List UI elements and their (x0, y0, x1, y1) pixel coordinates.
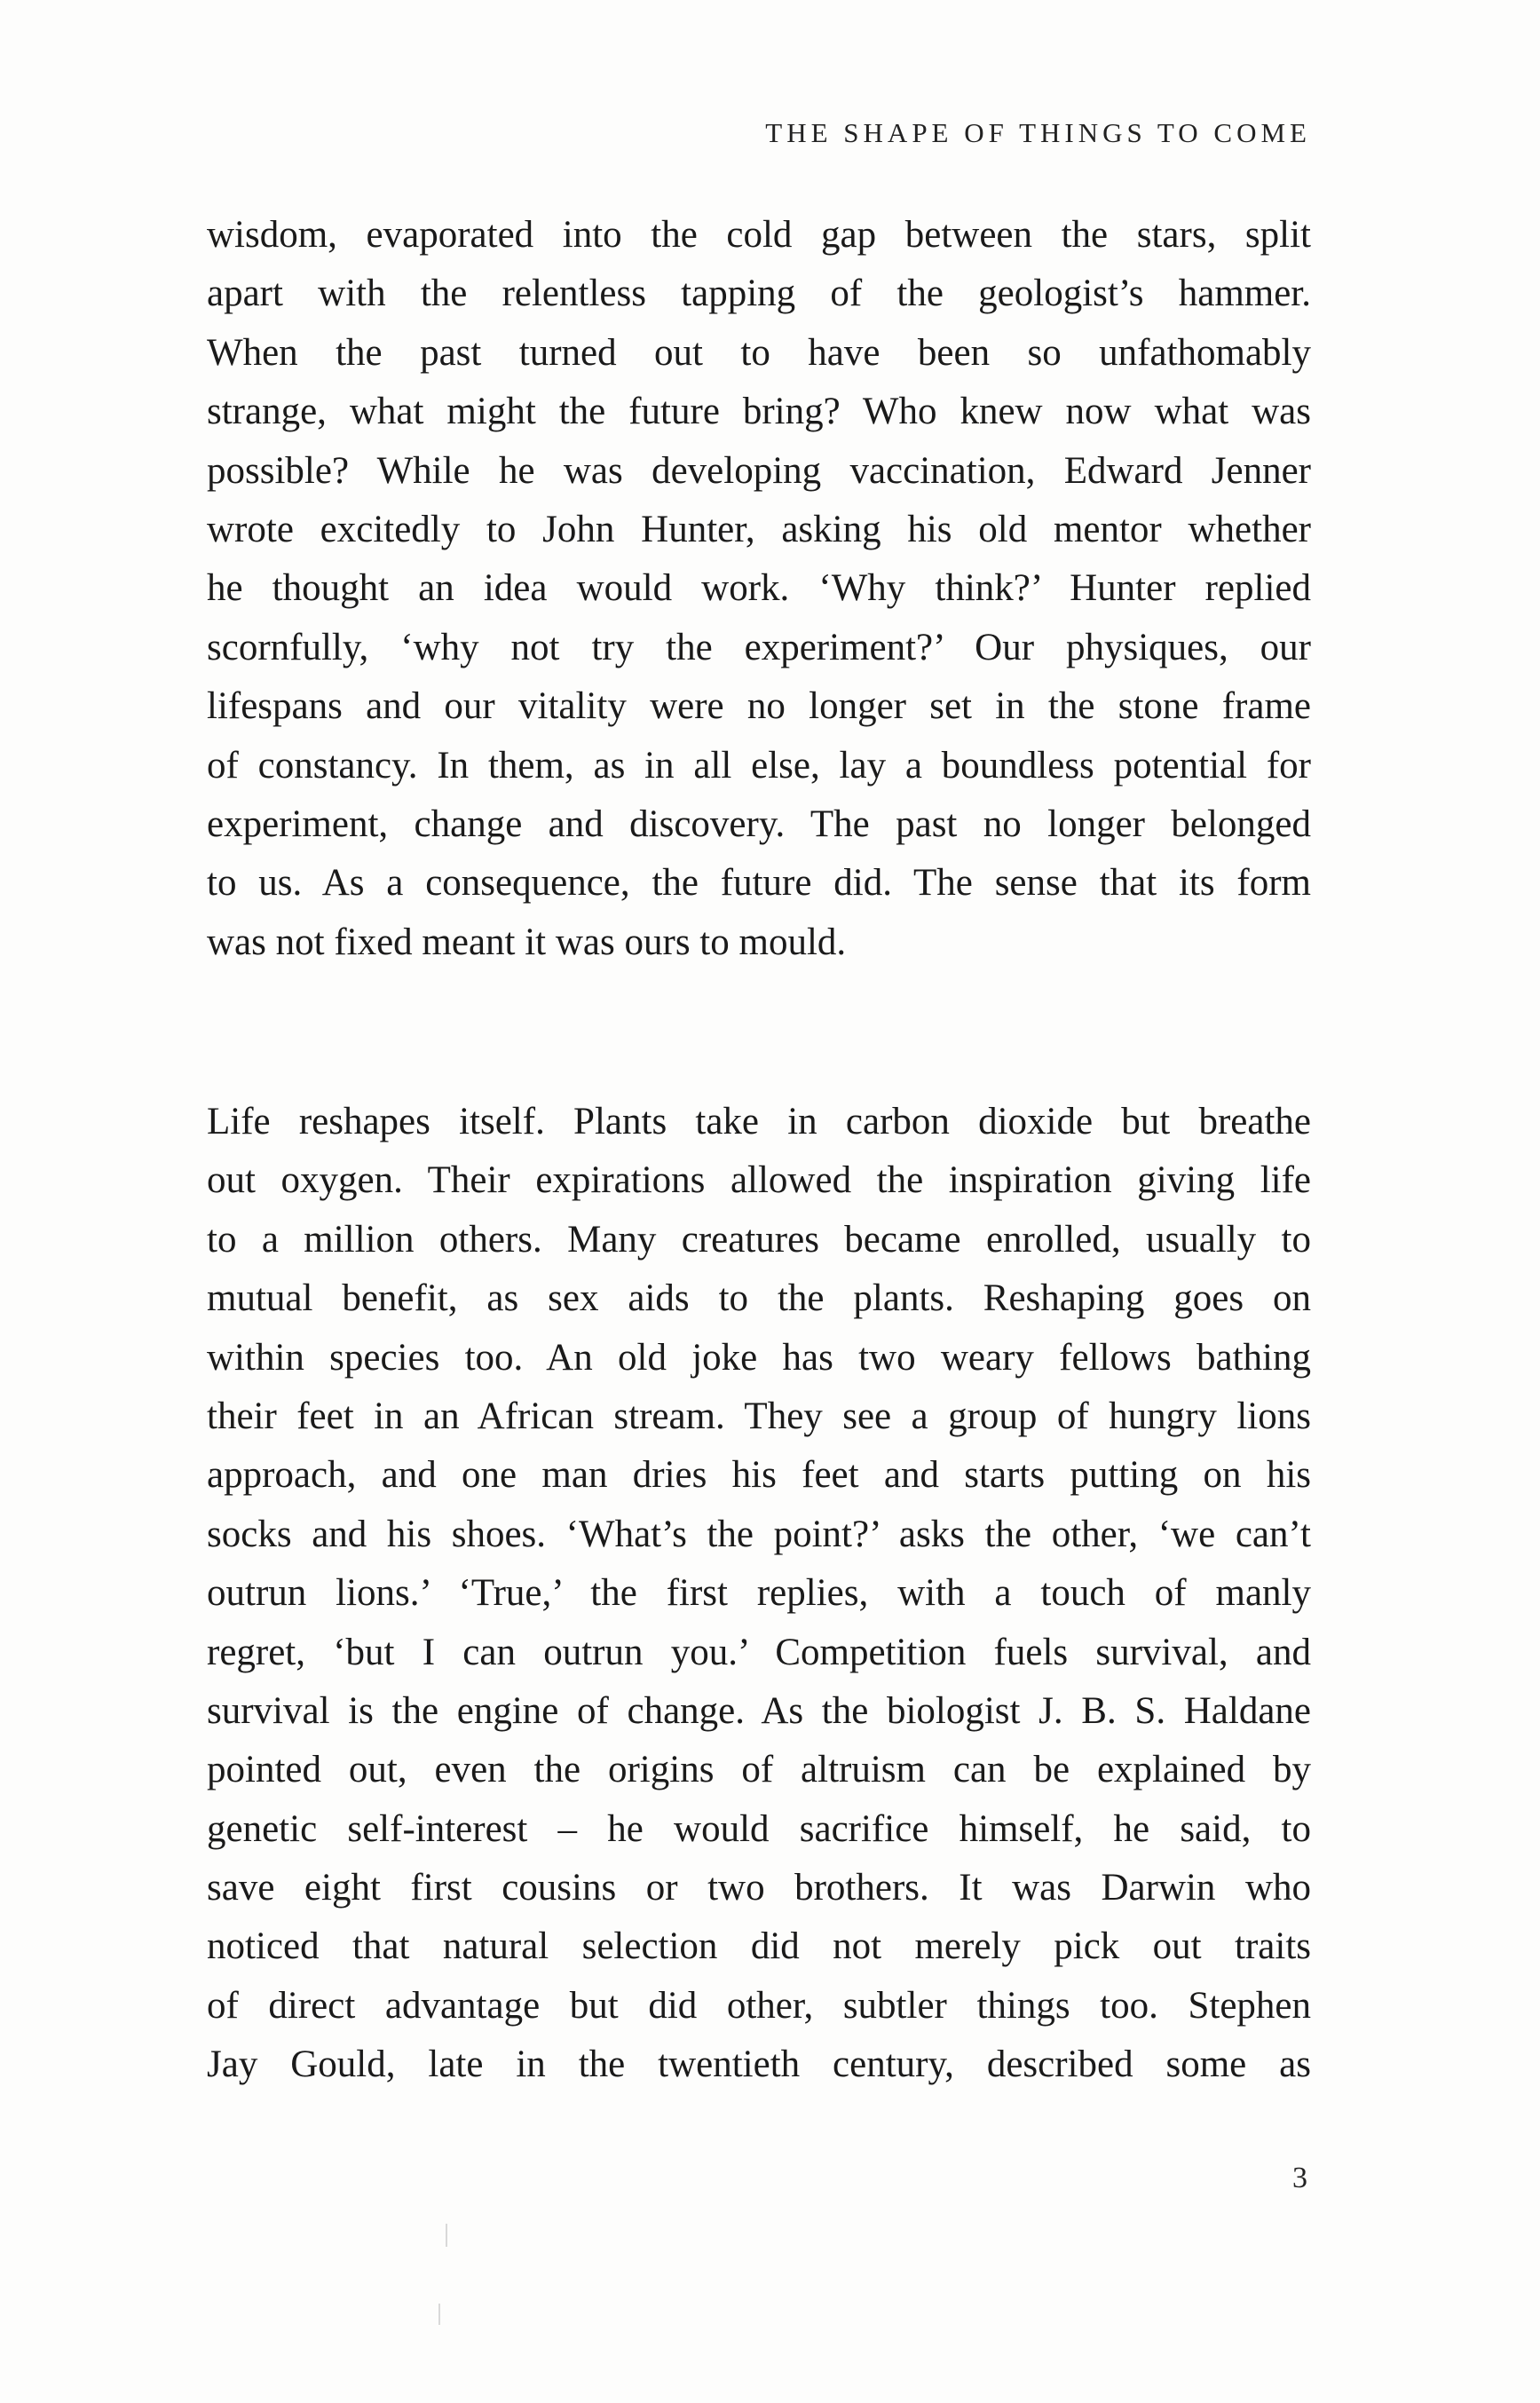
scan-artifact (438, 2304, 440, 2325)
scan-artifact (446, 2224, 447, 2247)
text-line: mutual benefit, as sex aids to the plants. Reshaping goes on (207, 1277, 1311, 1320)
text-line: of constancy. In them, as in all else, lay a boundless potential for (207, 744, 1311, 787)
text-line: possible? While he was developing vaccination, Edward Jenner (207, 449, 1311, 492)
text-line: save eight first cousins or two brothers. It was Darwin who (207, 1867, 1311, 1909)
text-line: their feet in an African stream. They see a group of hungry lions (207, 1395, 1311, 1437)
text-line: scornfully, ‘why not try the experiment?’ Our physiques, our (207, 626, 1311, 668)
text-line: outrun lions.’ ‘True,’ the first replies, with a touch of manly (207, 1572, 1311, 1615)
text-line: wrote excitedly to John Hunter, asking his old mentor whether (207, 508, 1311, 550)
text-line: socks and his shoes. ‘What’s the point?’ asks the other, ‘we can’t (207, 1513, 1311, 1555)
text-line: within species too. An old joke has two weary fellows bathing (207, 1336, 1311, 1379)
text-line: wisdom, evaporated into the cold gap between the stars, split (207, 214, 1311, 256)
text-line: Jay Gould, late in the twentieth century, described some as (207, 2043, 1311, 2086)
page-number: 3 (1292, 2162, 1307, 2194)
text-line: genetic self-interest – he would sacrifice himself, he said, to (207, 1807, 1311, 1850)
text-line: of direct advantage but did other, subtler things too. Stephen (207, 1984, 1311, 2027)
text-line: pointed out, even the origins of altruism can be explained by (207, 1749, 1311, 1791)
text-line: experiment, change and discovery. The past no longer belonged (207, 802, 1311, 845)
text-line: approach, and one man dries his feet and starts putting on his (207, 1454, 1311, 1497)
text-line: was not fixed meant it was ours to mould. (207, 921, 847, 963)
text-line: survival is the engine of change. As the biologist J. B. S. Haldane (207, 1689, 1311, 1732)
text-line: out oxygen. Their expirations allowed the inspiration giving life (207, 1159, 1311, 1202)
text-line: strange, what might the future bring? Who knew now what was (207, 391, 1311, 433)
text-line: lifespans and our vitality were no longer set in the stone frame (207, 685, 1311, 728)
text-line: When the past turned out to have been so unfathomably (207, 331, 1311, 374)
text-line: apart with the relentless tapping of the geologist’s hammer. (207, 273, 1311, 315)
text-line: regret, ‘but I can outrun you.’ Competition fuels survival, and (207, 1631, 1311, 1673)
running-head: THE SHAPE OF THINGS TO COME (765, 117, 1311, 148)
text-line: to a million others. Many creatures became enrolled, usually to (207, 1218, 1311, 1261)
paragraph-2 (207, 1093, 1311, 2095)
text-line: Life reshapes itself. Plants take in carbon dioxide but breathe (207, 1101, 1311, 1142)
text-line: to us. As a consequence, the future did. The sense that its form (207, 862, 1311, 905)
paragraph-1 (207, 206, 1311, 972)
text-line: he thought an idea would work. ‘Why think?’ Hunter replied (207, 567, 1311, 610)
text-line: noticed that natural selection did not merely pick out traits (207, 1925, 1311, 1968)
